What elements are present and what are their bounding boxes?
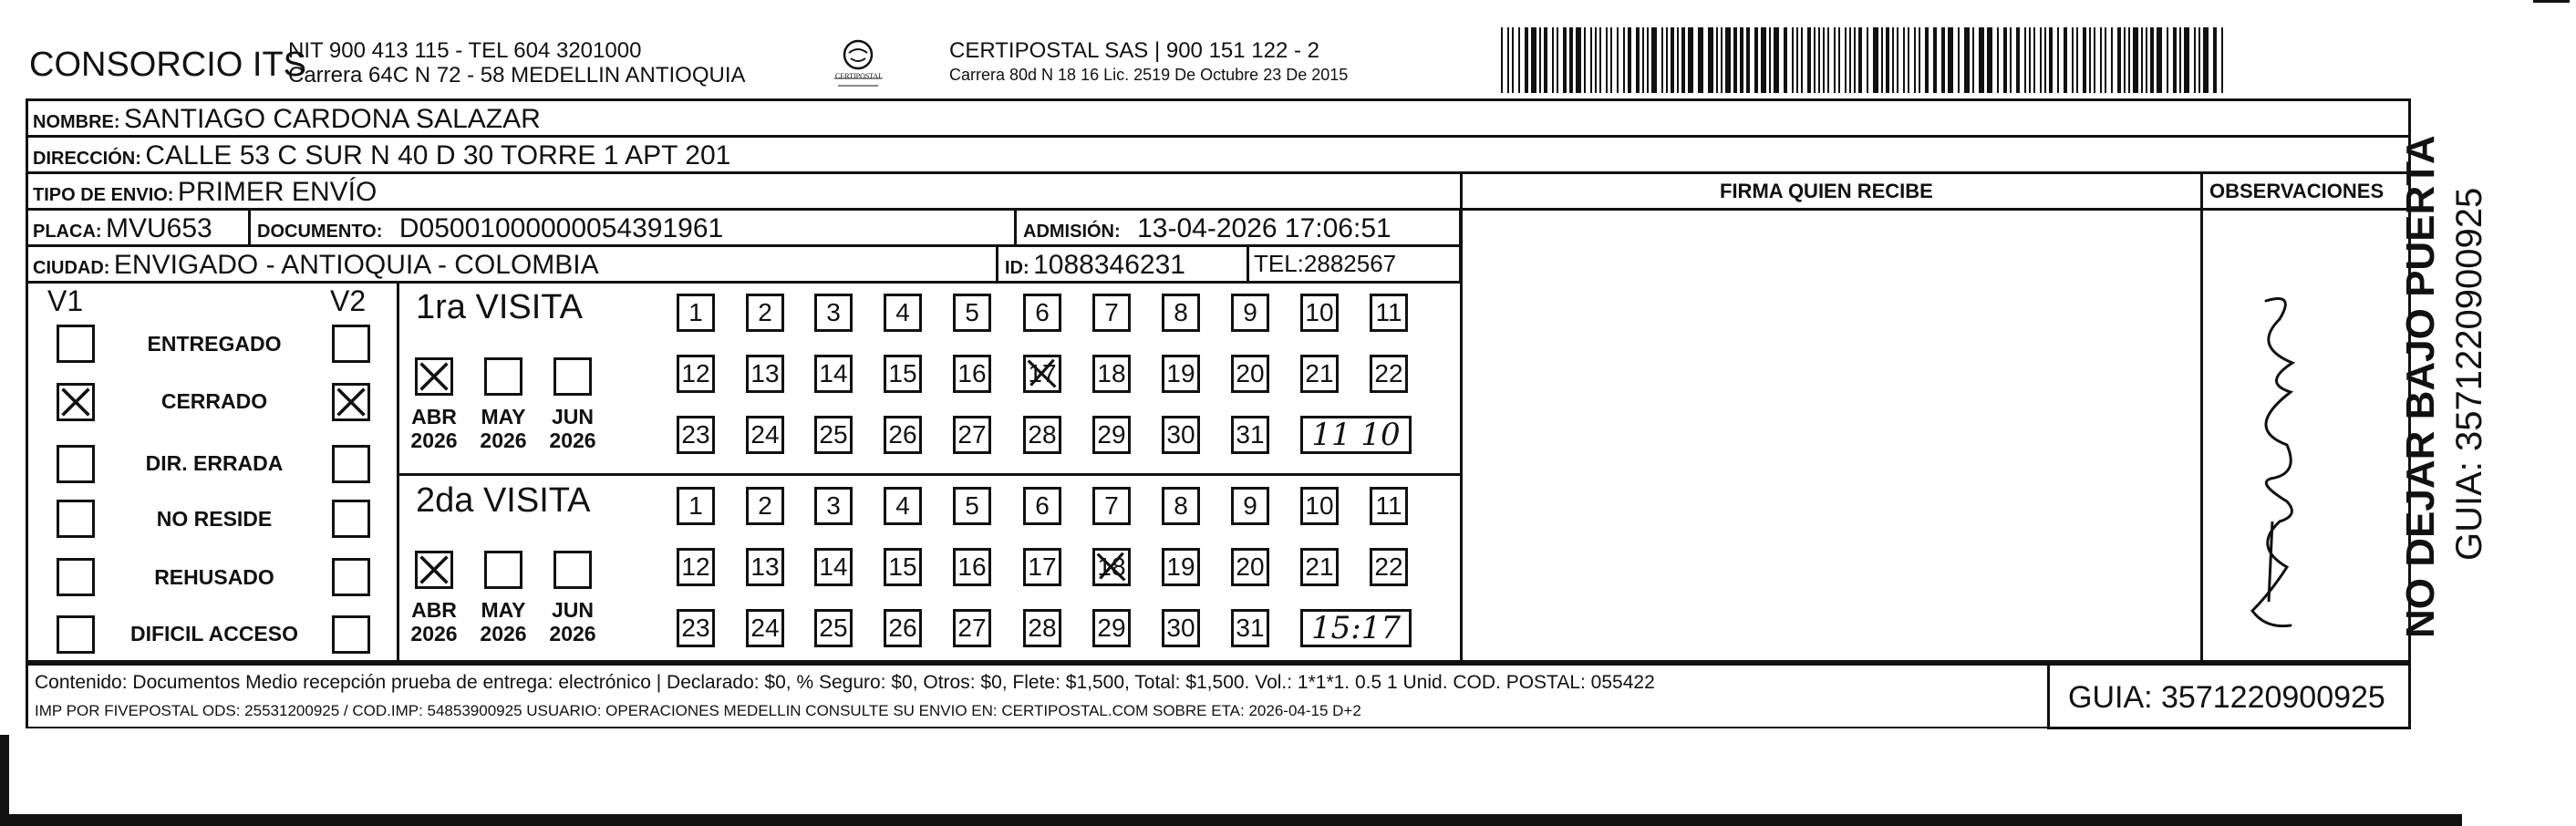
second-visit-day-box[interactable]: 1 (677, 487, 715, 525)
company-address: Carrera 64C N 72 - 58 MEDELLIN ANTIOQUIA (288, 63, 746, 88)
second-visit-title: 2da VISITA (416, 481, 591, 520)
v2-header: V2 (330, 284, 367, 317)
second-visit-day-box[interactable]: 10 (1300, 487, 1339, 525)
first-visit-day-box[interactable]: 21 (1300, 355, 1339, 393)
documento-value: D05001000000054391961 (398, 213, 724, 243)
second-visit-day-box[interactable]: 26 (884, 609, 922, 647)
first-visit-month-label (407, 405, 461, 453)
second-visit-day-mark (1095, 551, 1128, 583)
first-visit-day-box[interactable]: 8 (1162, 294, 1200, 332)
v2-checkbox[interactable] (332, 325, 370, 363)
observaciones-header: OBSERVACIONES (2209, 180, 2385, 202)
footer-imp: IMP POR FIVEPOSTAL ODS: 25531200925 / COD.IMP: 54853900925 USUARIO: OPERACIONES MEDELLIN CONSULTE SU ENVIO EN: CERTIPOSTAL.COM SOBRE ETA: 2026-04-15 D+2 (35, 702, 1361, 719)
second-visit-day-box[interactable]: 12 (677, 548, 715, 586)
first-visit-day-box[interactable]: 12 (677, 355, 715, 393)
second-visit-day-box[interactable]: 17 (1023, 548, 1061, 586)
second-visit-day-box[interactable]: 2 (746, 487, 784, 525)
first-visit-day-box[interactable]: 10 (1300, 294, 1339, 332)
nombre-value: SANTIAGO CARDONA SALAZAR (124, 104, 541, 134)
first-visit-day-box[interactable]: 29 (1092, 416, 1131, 454)
first-visit-day-box[interactable]: 19 (1162, 355, 1200, 393)
first-visit-month-year: 2026 (410, 428, 458, 453)
direccion-label: DIRECCIÓN: (33, 149, 141, 169)
admision-label: ADMISIÓN: (1023, 222, 1121, 242)
first-visit-day-box[interactable]: 18 (1092, 355, 1131, 393)
first-visit-day-box[interactable]: 27 (953, 416, 991, 454)
second-visit-day-box[interactable]: 16 (953, 548, 991, 586)
first-visit-day-box[interactable]: 30 (1162, 416, 1200, 454)
second-visit-day-box[interactable]: 5 (953, 487, 991, 525)
status-label: DIR. ERRADA (145, 451, 284, 475)
placa-label: PLACA: (33, 222, 102, 242)
first-visit-day-mark (1026, 357, 1059, 390)
second-visit-day-box[interactable]: 22 (1370, 548, 1408, 586)
first-visit-day-box[interactable]: 7 (1092, 294, 1131, 332)
first-visit-day-box[interactable]: 4 (884, 294, 922, 332)
second-visit-day-box[interactable]: 6 (1023, 487, 1061, 525)
ciudad-label: CIUDAD: (33, 258, 110, 278)
second-visit-month-year: 2026 (549, 622, 596, 646)
first-visit-day-box[interactable]: 9 (1231, 294, 1269, 332)
certipostal-logo (825, 36, 891, 89)
second-visit-day-box[interactable]: 4 (884, 487, 922, 525)
first-visit-day-box[interactable]: 3 (814, 294, 853, 332)
v1-header: V1 (47, 284, 84, 317)
first-visit-month-year: 2026 (480, 428, 527, 453)
first-visit-day-box[interactable]: 23 (677, 416, 715, 454)
first-visit-month-name: JUN (551, 405, 594, 428)
first-visit-month-checkbox[interactable] (484, 357, 522, 396)
barcode (1499, 27, 2229, 93)
v2-checkbox[interactable] (332, 558, 370, 596)
second-visit-month-label (545, 598, 600, 646)
status-label: ENTREGADO (147, 332, 282, 356)
second-visit-day-box[interactable]: 28 (1023, 609, 1061, 647)
second-visit-day-box[interactable]: 13 (746, 548, 784, 586)
v1-checkbox[interactable] (57, 558, 95, 596)
second-visit-month-name: ABR (411, 598, 457, 622)
tipo-envio-label: TIPO DE ENVIO: (33, 185, 174, 205)
firma-header: FIRMA QUIEN RECIBE (1720, 180, 1933, 202)
id-value: 1088346231 (1033, 250, 1185, 280)
tel-row (1254, 252, 1396, 275)
first-visit-day-box[interactable]: 2 (746, 294, 784, 332)
second-visit-day-box[interactable]: 27 (953, 609, 991, 647)
first-visit-time-box[interactable]: 11 10 (1300, 416, 1412, 454)
first-visit-day-box[interactable]: 15 (884, 355, 922, 393)
logo-text: CERTIPOSTAL (835, 72, 884, 80)
second-visit-month-label (407, 598, 461, 646)
tel-value: 2882567 (1303, 250, 1397, 277)
first-visit-day-box[interactable]: 6 (1023, 294, 1061, 332)
first-visit-month-label (545, 405, 600, 453)
first-visit-month-name: ABR (411, 405, 457, 428)
second-visit-day-box[interactable]: 9 (1231, 487, 1269, 525)
second-visit-day-box[interactable]: 20 (1231, 548, 1269, 586)
second-visit-day-box[interactable]: 19 (1162, 548, 1200, 586)
first-visit-month-checkbox[interactable] (415, 357, 453, 396)
first-visit-day-box[interactable]: 24 (746, 416, 784, 454)
recipient-signature (2216, 283, 2325, 656)
admision-value: 13-04-2026 17:06:51 (1137, 213, 1391, 243)
first-visit-day-box[interactable]: 25 (814, 416, 853, 454)
footer-guia: GUIA: 3571220900925 (2068, 680, 2385, 715)
documento-label: DOCUMENTO: (257, 222, 383, 242)
first-visit-day-box[interactable]: 5 (953, 294, 991, 332)
second-visit-month-checkbox[interactable] (553, 551, 592, 589)
placa-row (33, 215, 212, 243)
second-visit-month-year: 2026 (410, 622, 458, 646)
second-visit-time-box[interactable]: 15:17 (1300, 609, 1412, 647)
v1-checkbox[interactable] (57, 325, 95, 363)
side-guia: GUIA: 3571220900925 (2449, 187, 2489, 561)
v1-checkbox[interactable] (57, 500, 95, 538)
second-visit-day-box[interactable]: 31 (1231, 609, 1269, 647)
second-visit-month-name: JUN (551, 598, 594, 622)
paper-edge (0, 814, 2462, 826)
second-visit-month-checkbox[interactable] (484, 551, 522, 589)
second-visit-day-box[interactable]: 11 (1370, 487, 1408, 525)
first-visit-day-box[interactable]: 26 (884, 416, 922, 454)
first-visit-day-box[interactable]: 14 (814, 355, 853, 393)
second-visit-day-box[interactable]: 24 (746, 609, 784, 647)
nombre-label: NOMBRE: (33, 112, 120, 132)
ciudad-value: ENVIGADO - ANTIOQUIA - COLOMBIA (113, 250, 599, 280)
first-visit-day-box[interactable]: 22 (1370, 355, 1408, 393)
first-visit-month-name: MAY (481, 405, 526, 428)
second-visit-day-box[interactable]: 29 (1092, 609, 1131, 647)
company-nit-tel: NIT 900 413 115 - TEL 604 3201000 (288, 38, 642, 63)
first-visit-day-box[interactable]: 31 (1231, 416, 1269, 454)
status-label: NO RESIDE (156, 507, 273, 531)
direccion-value: CALLE 53 C SUR N 40 D 30 TORRE 1 APT 201 (145, 140, 731, 170)
status-label: DIFICIL ACCESO (129, 622, 298, 645)
v2-checkbox[interactable] (332, 383, 370, 421)
first-visit-day-box[interactable]: 17 (1023, 355, 1061, 393)
first-visit-month-label (476, 405, 531, 453)
first-visit-day-box[interactable]: 13 (746, 355, 784, 393)
tipo-envio-row (33, 179, 377, 206)
id-label: ID: (1005, 258, 1029, 278)
v1-checkbox[interactable] (57, 383, 95, 421)
certipostal-line2: Carrera 80d N 18 16 Lic. 2519 De Octubre 23 De 2015 (949, 66, 1349, 84)
certipostal-line1: CERTIPOSTAL SAS | 900 151 122 - 2 (949, 38, 1319, 63)
first-visit-title: 1ra VISITA (416, 288, 584, 326)
v2-checkbox[interactable] (332, 615, 370, 654)
status-label: CERRADO (160, 389, 268, 413)
no-dejar-bajo-puerta: NO DEJAR BAJO PUERTA (2398, 135, 2443, 638)
second-visit-day-box[interactable]: 21 (1300, 548, 1339, 586)
tipo-envio-value: PRIMER ENVÍO (177, 177, 378, 207)
v1-checkbox[interactable] (57, 445, 95, 483)
first-visit-day-box[interactable]: 1 (677, 294, 715, 332)
first-visit-day-box[interactable]: 16 (953, 355, 991, 393)
label-frame (26, 98, 2411, 663)
second-visit-month-checkbox[interactable] (415, 551, 453, 589)
footer-contenido: Contenido: Documentos Medio recepción prueba de entrega: electrónico | Declarado: $0, % Seguro: $0, Otros: $0, Flete: $1,500, Total: $1,500. Vol.: 1*1*1. 0.5 1 Unid. COD. POSTAL: 055422 (35, 672, 1655, 693)
corner-mark (2533, 0, 2570, 3)
second-visit-day-box[interactable]: 30 (1162, 609, 1200, 647)
second-visit-day-box[interactable]: 15 (884, 548, 922, 586)
v1-checkbox[interactable] (57, 615, 95, 654)
ciudad-row (33, 252, 599, 279)
second-visit-month-name: MAY (481, 598, 526, 622)
second-visit-month-year: 2026 (480, 622, 527, 646)
nombre-row (33, 106, 541, 133)
tel-label: TEL: (1254, 250, 1304, 277)
second-visit-day-box[interactable]: 23 (677, 609, 715, 647)
documento-row (257, 215, 723, 243)
first-visit-month-checkbox[interactable] (553, 357, 592, 396)
v2-checkbox[interactable] (332, 500, 370, 538)
second-visit-day-box[interactable]: 3 (814, 487, 853, 525)
first-visit-month-year: 2026 (549, 428, 596, 453)
admision-row (1023, 215, 1391, 243)
second-visit-day-box[interactable]: 18 (1092, 548, 1131, 586)
status-label: REHUSADO (154, 565, 274, 589)
first-visit-day-box[interactable]: 20 (1231, 355, 1269, 393)
second-visit-day-box[interactable]: 8 (1162, 487, 1200, 525)
second-visit-day-box[interactable]: 7 (1092, 487, 1131, 525)
first-visit-day-box[interactable]: 28 (1023, 416, 1061, 454)
direccion-row (33, 142, 730, 170)
placa-value: MVU653 (106, 213, 212, 243)
company-name: CONSORCIO ITS (29, 46, 307, 84)
second-visit-day-box[interactable]: 14 (814, 548, 853, 586)
id-row (1005, 252, 1185, 279)
first-visit-day-box[interactable]: 11 (1370, 294, 1408, 332)
second-visit-month-label (476, 598, 531, 646)
second-visit-day-box[interactable]: 25 (814, 609, 853, 647)
v2-checkbox[interactable] (332, 445, 370, 483)
